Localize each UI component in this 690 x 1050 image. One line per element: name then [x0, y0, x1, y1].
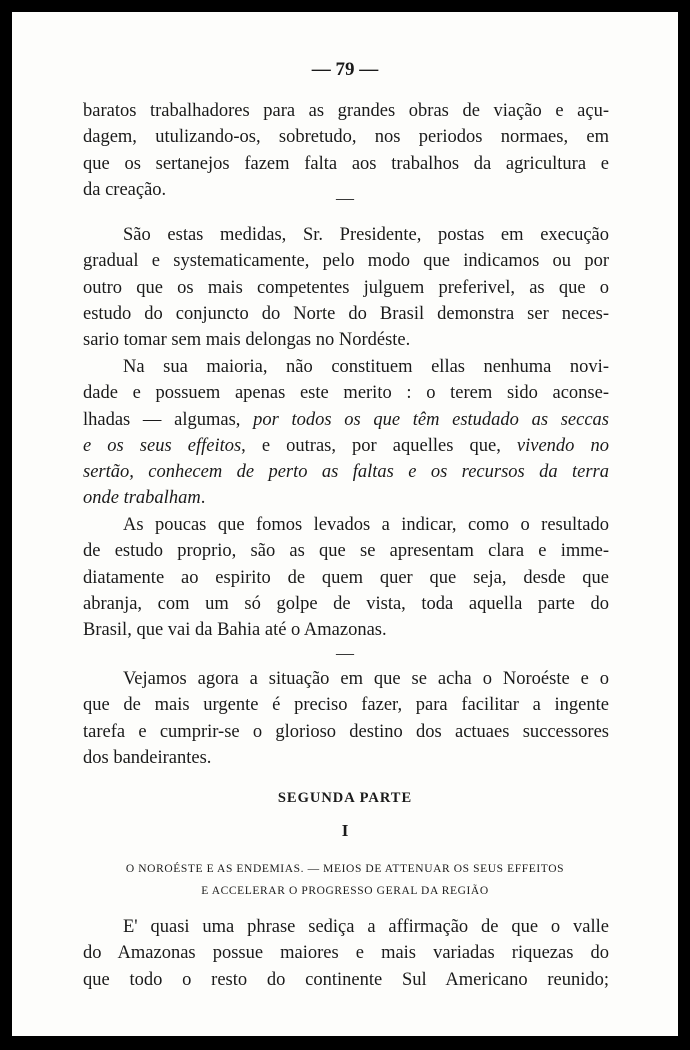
paragraph-few: [83, 512, 609, 643]
text-line: [83, 433, 609, 459]
text-line: baratos trabalhadores para as grandes obras de viação e açu-: [83, 101, 609, 121]
paragraph-northwest: [83, 666, 609, 771]
text-line: abranja, com um só golpe de vista, toda aquella parte do: [83, 593, 609, 614]
text-line: outro que os mais competentes julguem preferivel, as que o: [83, 277, 609, 298]
text-line: [83, 407, 609, 433]
section-separator: —: [336, 188, 354, 208]
text-line: estudo do conjuncto do Norte do Brasil demonstra ser neces-: [83, 303, 609, 324]
section-separator: —: [336, 643, 354, 663]
text-line: de estudo proprio, são as que se apresentam clara e imme-: [83, 541, 609, 562]
text-line: As poucas que fomos levados a indicar, como o resultado: [123, 515, 609, 535]
text-line: gradual e systematicamente, pelo modo que indicamos ou por: [83, 251, 609, 272]
text-line: Vejamos agora a situação em que se acha o Noroéste e o: [123, 669, 609, 689]
text-line: [83, 485, 609, 511]
text-line: [83, 459, 609, 485]
book-page: [12, 12, 678, 1036]
text-line: que os sertanejos fazem falta aos trabalhos da agricultura e: [83, 153, 609, 174]
italic-span: vivendo no: [516, 435, 609, 456]
subtitle-line: O NOROÉSTE E AS ENDEMIAS. — MEIOS DE ATTENUAR OS SEUS EFFEITOS: [125, 863, 565, 875]
paragraph-measures: [83, 222, 609, 353]
italic-span: onde trabalham: [83, 488, 201, 509]
text-line: dade e possuem apenas este merito : o terem sido aconse-: [83, 383, 609, 404]
text-line: Na sua maioria, não constituem ellas nenhuma novi-: [123, 357, 609, 377]
text-line: São estas medidas, Sr. Presidente, postas em execução: [123, 225, 609, 245]
text-line: dos bandeirantes.: [83, 747, 212, 768]
text-span: , e outras, por aquelles que,: [241, 435, 517, 456]
text-line: da creação.: [83, 179, 167, 200]
chapter-subtitle: [12, 858, 678, 902]
text-span: lhadas — algumas,: [83, 409, 254, 430]
chapter-number: I: [341, 821, 349, 840]
text-line: que de mais urgente é preciso fazer, para facilitar a ingente: [83, 695, 609, 716]
section-title: SEGUNDA PARTE: [277, 790, 413, 806]
text-line: do Amazonas possue maiores e mais variadas riquezas do: [83, 943, 609, 964]
italic-span: sertão, conhecem de perto as faltas e os recursos da terra: [83, 462, 609, 483]
text-line: E' quasi uma phrase sediça a affirmação de que o valle: [123, 917, 609, 937]
paragraph-amazon: [83, 914, 609, 993]
italic-span: por todos os que têm estudado as seccas: [253, 409, 609, 430]
paragraph-majority: [83, 354, 609, 512]
text-line: sario tomar sem mais delongas no Nordéste.: [83, 330, 411, 351]
text-span: .: [200, 488, 206, 509]
text-line: dagem, utulizando-os, sobretudo, nos periodos normaes, em: [83, 127, 609, 148]
text-line: Brasil, que vai da Bahia até o Amazonas.: [83, 620, 387, 641]
italic-span: e os seus effeitos: [83, 435, 242, 456]
text-line: que todo o resto do continente Sul Americano reunido;: [83, 969, 609, 990]
text-line: tarefa e cumprir-se o glorioso destino dos actuaes successores: [83, 721, 609, 742]
subtitle-line: E ACCELERAR O PROGRESSO GERAL DA REGIÃO: [201, 885, 489, 897]
page-number: — 79 —: [311, 59, 379, 80]
text-line: diatamente ao espirito de quem quer que seja, desde que: [83, 567, 609, 588]
